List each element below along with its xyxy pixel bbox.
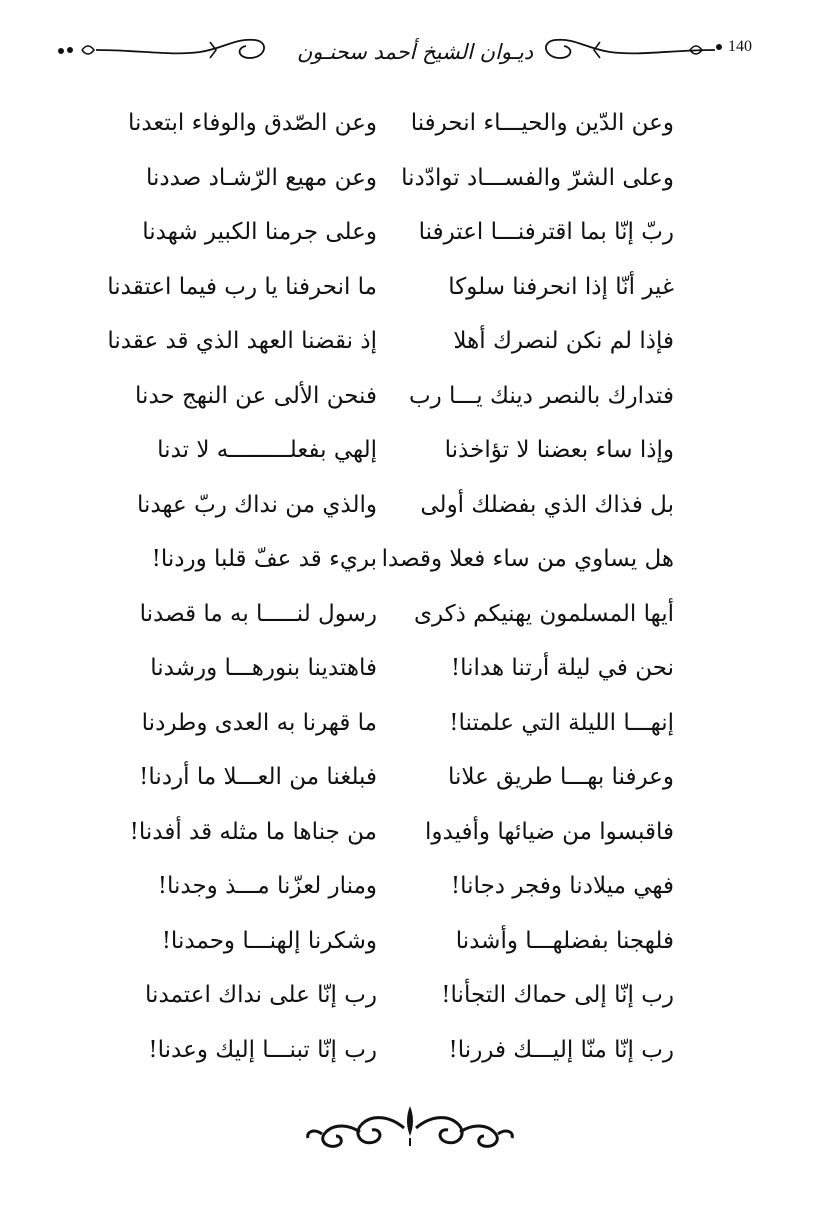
second-hemistich: من جناها ما مثله قد أفدنا!: [129, 818, 377, 845]
first-hemistich: وإذا ساء بعضنا لا تؤاخذنا: [444, 437, 674, 463]
poem-verse: [0, 526, 822, 581]
first-hemistich: رب إنّا إلى حماك التجأنا!: [441, 982, 674, 1008]
page-header: [0, 18, 822, 78]
first-hemistich: وعلى الشرّ والفســـاد توادّدنا: [401, 164, 674, 191]
poem-verse: [0, 90, 822, 145]
poem-verse: [0, 581, 822, 636]
second-hemistich: وعن مهيع الرّشـاد صددنا: [146, 164, 377, 191]
second-hemistich: وعن الصّدق والوفاء ابتعدنا: [127, 110, 377, 136]
second-hemistich: بريء قد عفّ قلبا وردنا!: [151, 546, 377, 572]
poem-verse: [0, 199, 822, 254]
poem-verse: [0, 472, 822, 527]
header-ornament-left: [60, 30, 270, 70]
first-hemistich: هل يساوي من ساء فعلا وقصدا: [381, 546, 674, 572]
poem-verse: [0, 799, 822, 854]
first-hemistich: غير أنّا إذا انحرفنا سلوكا: [448, 273, 674, 300]
poem-verse: [0, 962, 822, 1017]
header-ornament-right: [540, 30, 725, 70]
page-number: 140: [728, 38, 752, 55]
first-hemistich: إنهـــا الليلة التي علمتنا!: [449, 709, 674, 736]
poem-verse: [0, 635, 822, 690]
second-hemistich: رسول لنـــــا به ما قصدنا: [139, 600, 377, 627]
second-hemistich: إلهي بفعلـــــــــه لا تدنا: [157, 437, 377, 463]
first-hemistich: ربّ إنّا بما اقترفنـــا اعترفنا: [418, 219, 674, 245]
poem-verse: [0, 1017, 822, 1072]
first-hemistich: وعرفنا بهـــا طريق علانا: [447, 764, 674, 790]
second-hemistich: رب إنّا تبنـــا إليك وعدنا!: [148, 1036, 377, 1063]
second-hemistich: فبلغنا من العـــلا ما أردنا!: [139, 764, 377, 790]
first-hemistich: فاقبسوا من ضيائها وأفيدوا: [425, 818, 674, 845]
poem-verse: [0, 853, 822, 908]
header-bullet-left: [58, 48, 64, 54]
poem-verse: [0, 417, 822, 472]
first-hemistich: وعن الدّين والحيـــاء انحرفنا: [410, 110, 674, 136]
second-hemistich: ومنار لعزّنا مـــذ وجدنا!: [157, 873, 377, 899]
header-bullet-right: [716, 44, 722, 50]
footer-ornament: [300, 1098, 520, 1158]
poem-verse: [0, 744, 822, 799]
first-hemistich: فهي ميلادنا وفجر دجانا!: [450, 873, 674, 899]
poem-verse: [0, 145, 822, 200]
second-hemistich: فاهتدينا بنورهـــا ورشدنا: [150, 655, 377, 681]
first-hemistich: أيها المسلمون يهنيكم ذكرى: [413, 600, 674, 627]
second-hemistich: ما قهرنا به العدى وطردنا: [141, 709, 377, 736]
second-hemistich: وعلى جرمنا الكبير شهدنا: [142, 219, 377, 245]
poem-verse: [0, 363, 822, 418]
first-hemistich: رب إنّا منّا إليـــك فررنا!: [448, 1036, 674, 1063]
second-hemistich: فنحن الألى عن النهج حدنا: [135, 382, 377, 409]
second-hemistich: والذي من نداك ربّ عهدنا: [136, 491, 377, 518]
second-hemistich: إذ نقضنا العهد الذي قد عقدنا: [107, 328, 377, 354]
first-hemistich: فلهجنا بفضلهـــا وأشدنا: [455, 927, 674, 954]
second-hemistich: وشكرنا إلهنـــا وحمدنا!: [161, 927, 377, 954]
poem: [0, 90, 822, 1071]
poem-verse: [0, 308, 822, 363]
first-hemistich: فإذا لم نكن لنصرك أهلا: [453, 328, 674, 354]
first-hemistich: نحن في ليلة أرتنا هدانا!: [450, 655, 674, 681]
second-hemistich: رب إنّا على نداك اعتمدنا: [145, 982, 377, 1008]
first-hemistich: بل فذاك الذي بفضلك أولى: [420, 491, 674, 518]
poem-verse: [0, 690, 822, 745]
second-hemistich: ما انحرفنا يا رب فيما اعتقدنا: [107, 273, 377, 300]
book-title: ديـوان الشيخ أحمد سحنـون: [296, 40, 534, 64]
first-hemistich: فتدارك بالنصر دينك يـــا رب: [408, 382, 674, 409]
poem-verse: [0, 908, 822, 963]
poem-verse: [0, 254, 822, 309]
